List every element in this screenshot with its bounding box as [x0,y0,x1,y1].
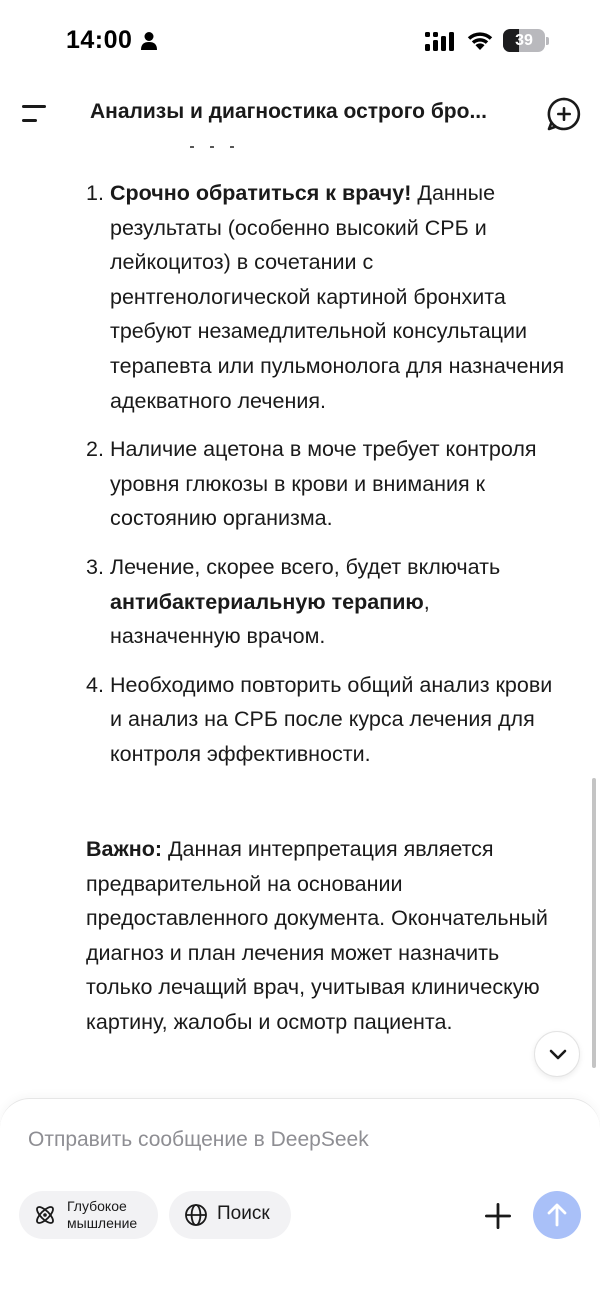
list-item [86,550,566,654]
chevron-down-icon [548,1047,568,1061]
arrow-up-icon [545,1202,569,1228]
message-content [0,146,600,1106]
plus-icon[interactable] [480,1198,516,1234]
deep-think-label: мышление [67,1214,138,1231]
deep-think-button[interactable] [19,1191,158,1239]
deep-think-label: Глубокое [67,1198,127,1214]
menu-icon[interactable] [18,100,52,128]
wifi-icon [466,29,494,51]
new-chat-icon[interactable] [546,96,582,132]
list-number: 2. [86,437,104,462]
person-icon [140,31,158,51]
list-number: 1. [86,181,104,205]
important-label: Важно: [86,837,163,861]
list-number: 3. [86,554,104,579]
list-item-text: Данные результаты (особенно высокий СРБ и лейкоцитоз) в сочетании с рентгенологической картиной бронхита требуют незамедлительной консультации терапевта или пульмонолога для назначения адекватного лечения. [110,181,565,413]
list-item [86,432,566,536]
search-label: Поиск [217,1203,270,1224]
list-item [86,176,566,418]
status-time: 14:00 [66,26,133,54]
status-bar [0,0,600,80]
important-text: Данная интерпретация является предварительной на основании предоставленного документа. Окончательный диагноз и план лечения может назначить только лечащий врач, учитывая клиническую картину, жалобы и осмотр пациента. [86,837,548,1034]
list-item-bold: Срочно обратиться к врачу! [110,181,412,205]
scrollbar[interactable] [592,778,596,1068]
battery-indicator [503,29,549,52]
battery-level: 39 [515,32,533,49]
signal-icon [425,31,457,51]
clipped-text-remnant [190,146,260,148]
scroll-down-button[interactable] [534,1031,580,1077]
recommendation-list [86,176,566,786]
chat-title[interactable]: Анализы и диагностика острого бро... [90,100,487,123]
list-item-text: Лечение, скорее всего, будет включать [110,554,501,579]
send-button[interactable] [533,1191,581,1239]
message-composer [0,1098,600,1300]
list-number: 4. [86,672,104,697]
list-item-text: Необходимо повторить общий анализ крови и анализ на СРБ после курса лечения для контроля эффективности. [110,672,553,766]
message-input[interactable] [28,1123,568,1157]
atom-icon [33,1203,57,1227]
important-note [86,832,566,1040]
chat-header [0,82,600,146]
list-item-text: Наличие ацетона в моче требует контроля уровня глюкозы в крови и внимания к состоянию организма. [110,437,537,531]
list-item-text: , назначенную врачом. [110,589,430,649]
search-button[interactable] [169,1191,291,1239]
globe-icon [184,1203,208,1227]
list-item [86,668,566,772]
list-item-bold: антибактериальную терапию [110,589,424,614]
